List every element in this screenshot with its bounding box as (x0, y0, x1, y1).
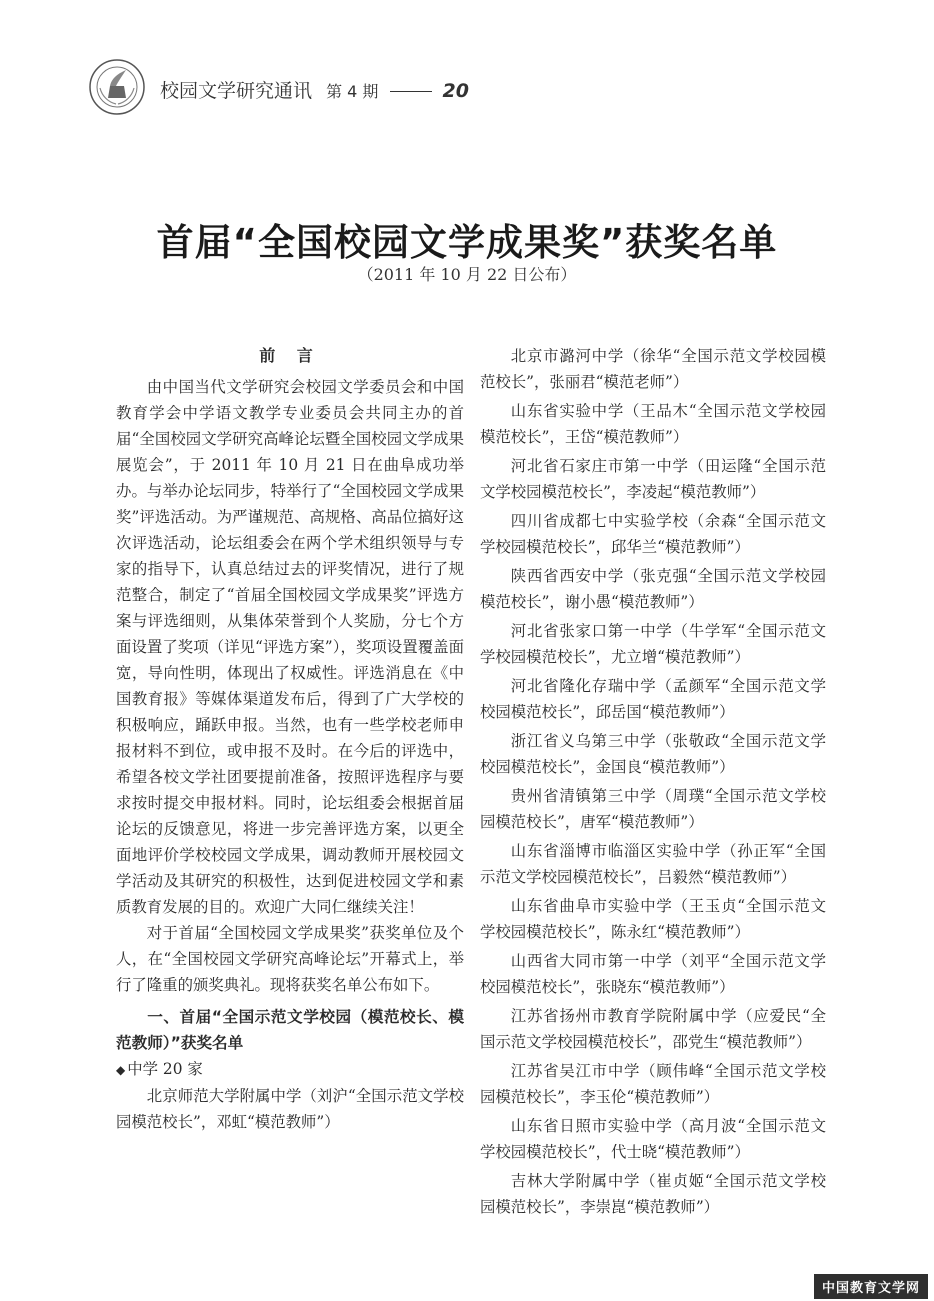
list-item: 四川省成都七中实验学校（余森“全国示范文学校园模范校长”，邱华兰“模范教师”） (480, 512, 826, 556)
list-item: 河北省石家庄市第一中学（田运隆“全国示范文学校园模范校长”，李凌起“模范教师”） (480, 457, 826, 501)
preface-paragraph-2: 对于首届“全国校园文学成果奖”获奖单位及个人，在“全国校园文学研究高峰论坛”开幕式上，举行了隆重的颁奖典礼。现将获奖名单公布如下。 (116, 924, 464, 994)
left-column (116, 343, 464, 1138)
subheading-text: 中学 20 家 (127, 1060, 203, 1078)
list-item: 浙江省义乌第三中学（张敬政“全国示范文学校园模范校长”，金国良“模范教师”） (480, 732, 826, 776)
site-watermark: 中国教育文学网 (814, 1274, 928, 1299)
list-item: 山东省日照市实验中学（高月波“全国示范文学校园模范校长”，代士晓“模范教师”） (480, 1117, 826, 1161)
journal-name: 校园文学研究通讯 (160, 80, 313, 102)
page-number: 20 (442, 80, 469, 102)
right-column (480, 343, 826, 1223)
section-1-subheading (116, 1056, 464, 1083)
list-item: 河北省张家口第一中学（牛学军“全国示范文学校园模范校长”，尤立增“模范教师”） (480, 622, 826, 666)
preface-heading: 前 言 (259, 346, 321, 365)
list-item: 贵州省清镇第三中学（周璞“全国示范文学校园模范校长”，唐军“模范教师”） (480, 787, 826, 831)
journal-logo-icon (88, 58, 146, 116)
list-item: 山东省曲阜市实验中学（王玉贞“全国示范文学校园模范校长”，陈永红“模范教师”） (480, 897, 826, 941)
list-item: 河北省隆化存瑞中学（孟颜军“全国示范文学校园模范校长”，邱岳国“模范教师”） (480, 677, 826, 721)
section-1-heading: 一、首届“全国示范文学校园（模范校长、模范教师）”获奖名单 (116, 1008, 464, 1052)
preface-paragraph-1: 由中国当代文学研究会校园文学委员会和中国教育学会中学语文教学专业委员会共同主办的首届“全国校园文学研究高峰论坛暨全国校园文学成果展览会”，于 2011 年 10 月 21 日在曲阜成功举办。与举办论坛同步，特举行了“全国校园文学成果奖”评选活动。为严谨规范、高规格、高品位搞好这次评选活动，论坛组委会在两个学术组织领导与专家的指导下，认真总结过去的评奖情况，进行了规范整合，制定了“首届全国校园文学成果奖”评选方案与评选细则，从集体荣誉到个人奖励，分七个方面设置了奖项（详见“评选方案”），奖项设置覆盖面宽，导向性明，体现出了权威性。评选消息在《中国教育报》等媒体渠道发布后，得到了广大学校的积极响应，踊跃申报。当然，也有一些学校老师申报材料不到位，或申报不及时。在今后的评选中，希望各校文学社团要提前准备，按照评选程序与要求按时提交申报材料。同时，论坛组委会根据首届论坛的反馈意见，将进一步完善评选方案，以更全面地评价学校校园文学成果，调动教师开展校园文学活动及其研究的积极性，达到促进校园文学和素质教育发展的目的。欢迎广大同仁继续关注！ (116, 378, 464, 916)
header-rule (390, 91, 432, 92)
list-item: 山西省大同市第一中学（刘平“全国示范文学校园模范校长”，张晓东“模范教师”） (480, 952, 826, 996)
list-item: 北京师范大学附属中学（刘沪“全国示范文学校园模范校长”，邓虹“模范教师”） (116, 1087, 464, 1131)
publish-date: （2011 年 10 月 22 日公布） (357, 265, 577, 284)
list-item: 陕西省西安中学（张克强“全国示范文学校园模范校长”，谢小愚“模范教师”） (480, 567, 826, 611)
list-item: 北京市潞河中学（徐华“全国示范文学校园模范校长”，张丽君“模范老师”） (480, 347, 826, 391)
header-title-line (160, 76, 469, 103)
list-item: 山东省实验中学（王品木“全国示范文学校园模范校长”，王岱“模范教师”） (480, 402, 826, 446)
list-item: 江苏省吴江市中学（顾伟峰“全国示范文学校园模范校长”，李玉伦“模范教师”） (480, 1062, 826, 1106)
issue-number: 第 4 期 (326, 82, 379, 101)
list-item: 山东省淄博市临淄区实验中学（孙正军“全国示范文学校园模范校长”，吕毅然“模范教师”） (480, 842, 826, 886)
diamond-icon: ◆ (116, 1063, 126, 1077)
list-item: 吉林大学附属中学（崔贞姬“全国示范文学校园模范校长”，李崇崑“模范教师”） (480, 1172, 826, 1216)
article-title: 首届“全国校园文学成果奖”获奖名单 (156, 221, 778, 264)
list-item: 江苏省扬州市教育学院附属中学（应爱民“全国示范文学校园模范校长”，邵党生“模范教师”） (480, 1007, 826, 1051)
page-header (88, 58, 508, 118)
